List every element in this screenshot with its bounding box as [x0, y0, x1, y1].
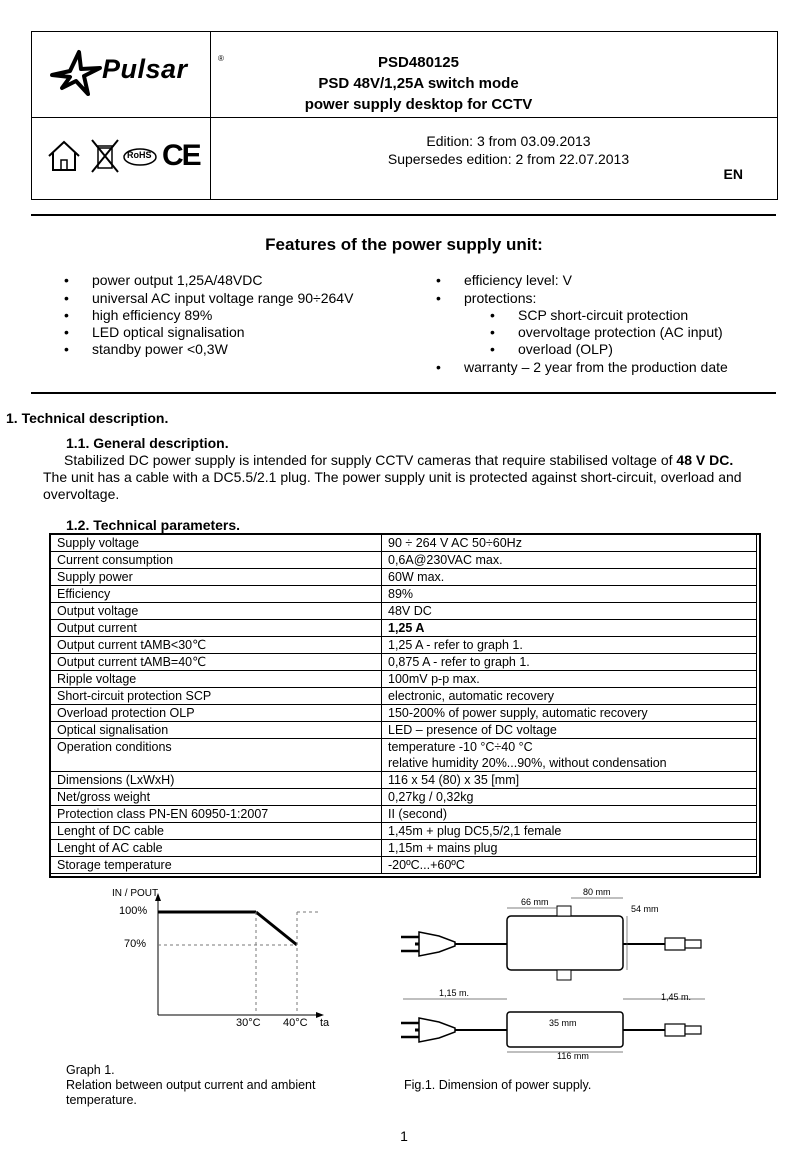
- parameter-value: 90 ÷ 264 V AC 50÷60Hz: [382, 535, 757, 552]
- graph-caption: Graph 1. Relation between output current and ambient temperature.: [66, 1063, 316, 1107]
- graph-x-tick: 30°C: [236, 1017, 261, 1029]
- table-row: [51, 705, 757, 722]
- graph-y-tick: 70%: [124, 938, 147, 950]
- dimension-label: 1,15 m.: [439, 988, 470, 998]
- section-title: 1. Technical description.: [6, 410, 169, 426]
- table-row: [51, 552, 757, 569]
- language-code: EN: [723, 166, 743, 182]
- derating-slope-segment: [256, 912, 297, 945]
- product-title-line1: PSD 48V/1,25A switch mode: [318, 75, 519, 92]
- parameter-name: Lenght of AC cable: [51, 840, 382, 857]
- parameter-name: Output current: [51, 620, 382, 637]
- parameter-name: Supply power: [51, 569, 382, 586]
- parameter-value: temperature -10 °C÷40 °C relative humidity 20%...90%, without condensation: [382, 739, 757, 772]
- edition-info: [212, 132, 775, 168]
- parameter-value: 89%: [382, 586, 757, 603]
- parameter-name: Overload protection OLP: [51, 705, 382, 722]
- dimension-drawing: [395, 882, 715, 1062]
- table-row: [51, 772, 757, 789]
- table-row: [51, 671, 757, 688]
- parameter-value: -20ºC...+60ºC: [382, 857, 757, 874]
- parameter-name: Optical signalisation: [51, 722, 382, 739]
- parameter-value: 1,45m + plug DC5,5/2,1 female: [382, 823, 757, 840]
- parameter-value: 1,15m + mains plug: [382, 840, 757, 857]
- parameter-value: 0,6A@230VAC max.: [382, 552, 757, 569]
- parameter-value: 60W max.: [382, 569, 757, 586]
- parameter-name: Ripple voltage: [51, 671, 382, 688]
- parameter-value: electronic, automatic recovery: [382, 688, 757, 705]
- parameters-table: [50, 534, 757, 874]
- header-divider-vertical: [210, 32, 211, 199]
- table-row: [51, 789, 757, 806]
- product-code: PSD480125: [378, 54, 459, 71]
- subsection-title: 1.2. Technical parameters.: [66, 517, 241, 533]
- parameter-name: Output current tAMB<30℃: [51, 637, 382, 654]
- parameter-name: Supply voltage: [51, 535, 382, 552]
- parameter-name: Storage temperature: [51, 857, 382, 874]
- parameter-name: Efficiency: [51, 586, 382, 603]
- description-paragraph-line3: overvoltage.: [43, 486, 120, 502]
- table-row: [51, 654, 757, 671]
- table-row: [51, 637, 757, 654]
- ce-mark-icon: CE: [162, 139, 200, 172]
- logo-text: Pulsar: [102, 54, 188, 84]
- parameter-value: II (second): [382, 806, 757, 823]
- graph-x-label: ta: [320, 1017, 330, 1029]
- parameter-value: 100mV p-p max.: [382, 671, 757, 688]
- dimension-label: 54 mm: [631, 904, 659, 914]
- weee-bin-icon: [92, 140, 118, 172]
- table-row: [51, 722, 757, 739]
- product-title: [212, 52, 775, 115]
- table-row: [51, 535, 757, 552]
- parameter-name: Output voltage: [51, 603, 382, 620]
- table-row: [51, 739, 757, 772]
- pulsar-logo: [46, 44, 224, 102]
- table-row: [51, 586, 757, 603]
- dimension-label: 80 mm: [583, 887, 611, 897]
- parameter-name: Current consumption: [51, 552, 382, 569]
- parameter-name: Lenght of DC cable: [51, 823, 382, 840]
- top-rule: [31, 214, 776, 216]
- page-number: 1: [400, 1128, 408, 1144]
- parameter-value: 116 x 54 (80) x 35 [mm]: [382, 772, 757, 789]
- dimension-label: 66 mm: [521, 897, 549, 907]
- description-paragraph-line2: The unit has a cable with a DC5.5/2.1 plug. The power supply unit is protected against short-circuit, overload and: [43, 469, 742, 485]
- table-row: [51, 857, 757, 874]
- graph-x-tick: 40°C: [283, 1017, 308, 1029]
- pulsar-star-icon: [46, 44, 106, 102]
- graph-y-label: IN / POUT: [112, 888, 159, 899]
- supersedes-text: Supersedes edition: 2 from 22.07.2013: [387, 151, 630, 167]
- features-bottom-rule: [31, 392, 776, 394]
- product-title-line2: power supply desktop for CCTV: [304, 96, 533, 113]
- table-row: [51, 688, 757, 705]
- parameter-name: Net/gross weight: [51, 789, 382, 806]
- edition-text: Edition: 3 from 03.09.2013: [426, 133, 591, 149]
- parameter-value: 1,25 A: [382, 620, 757, 637]
- parameter-name: Output current tAMB=40℃: [51, 654, 382, 671]
- parameter-value: 48V DC: [382, 603, 757, 620]
- parameter-name: Protection class PN-EN 60950-1:2007: [51, 806, 382, 823]
- table-row: [51, 840, 757, 857]
- parameter-value: 0,27kg / 0,32kg: [382, 789, 757, 806]
- table-row: [51, 569, 757, 586]
- logo-registered-mark: ®: [218, 54, 224, 63]
- subsection-title: 1.1. General description.: [66, 435, 229, 451]
- table-row: [51, 603, 757, 620]
- parameter-name: Dimensions (LxWxH): [51, 772, 382, 789]
- parameter-value: 150-200% of power supply, automatic recovery: [382, 705, 757, 722]
- table-row: [51, 823, 757, 840]
- dimension-label: 116 mm: [557, 1051, 589, 1061]
- parameter-value: 0,875 A - refer to graph 1.: [382, 654, 757, 671]
- rohs-icon: RoHS: [127, 150, 152, 160]
- parameter-value: LED – presence of DC voltage: [382, 722, 757, 739]
- certification-icons: [46, 136, 206, 176]
- description-paragraph: Stabilized DC power supply is intended for supply CCTV cameras that require stabilised voltage of 48 V DC.: [64, 452, 734, 468]
- header-divider-horizontal: [32, 117, 777, 118]
- features-title: Features of the power supply unit:: [265, 235, 543, 254]
- dimension-label: 35 mm: [549, 1018, 577, 1028]
- derating-graph: [100, 885, 340, 1035]
- document-header: [31, 31, 778, 200]
- dimension-drawing-svg: [395, 882, 715, 1062]
- dimension-label: 1,45 m.: [661, 992, 692, 1002]
- table-row: [51, 806, 757, 823]
- parameter-name: Operation conditions: [51, 739, 382, 772]
- graph-y-tick: 100%: [119, 905, 148, 917]
- parameter-name: Short-circuit protection SCP: [51, 688, 382, 705]
- table-row: [51, 620, 757, 637]
- parameter-value: 1,25 A - refer to graph 1.: [382, 637, 757, 654]
- figure-caption: Fig.1. Dimension of power supply.: [404, 1078, 592, 1092]
